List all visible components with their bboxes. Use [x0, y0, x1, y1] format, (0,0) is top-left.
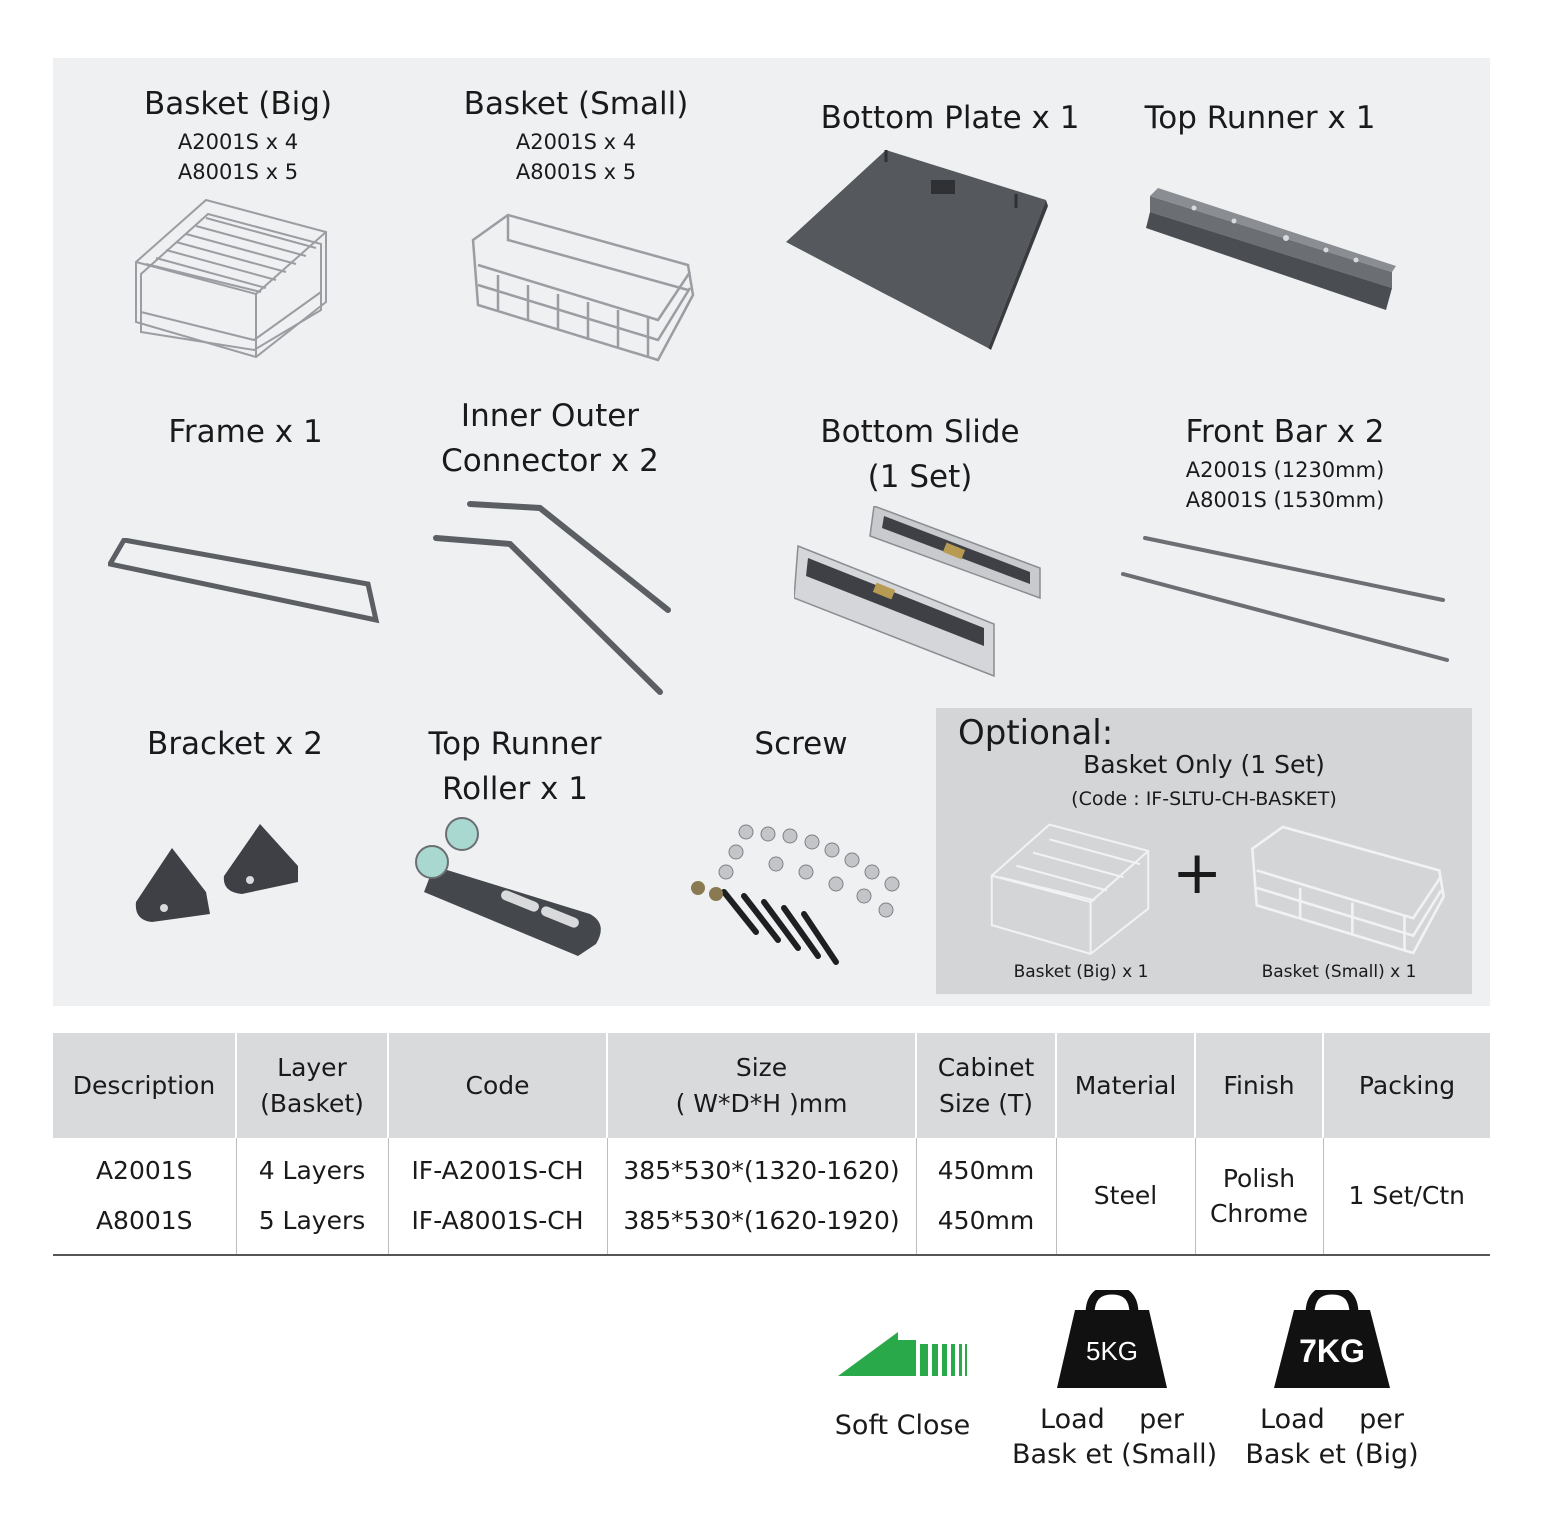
part-title: Inner Outer — [460, 398, 640, 434]
part-title: Front Bar x 2 — [1185, 414, 1385, 450]
part-frame — [108, 410, 383, 630]
part-qty: A8001S x 5 — [515, 160, 637, 184]
optional-subtitle: Basket Only (1 Set) — [1083, 750, 1325, 779]
optional-caption-small: Basket (Small) x 1 — [1261, 962, 1417, 982]
load-big-label-2: Bask et (Big) — [1245, 1439, 1419, 1470]
optional-caption-big: Basket (Big) x 1 — [1013, 962, 1149, 982]
bottom-plate-icon — [786, 150, 1048, 350]
part-qty: A2001S x 4 — [177, 130, 299, 154]
wire-basket-big-icon — [980, 818, 1160, 958]
feature-load-big — [1232, 1290, 1432, 1472]
part-bracket — [130, 722, 340, 932]
wire-basket-small-icon — [1248, 820, 1448, 960]
part-front-bar — [1115, 410, 1455, 680]
part-title: Frame x 1 — [168, 414, 323, 450]
header-description: Description — [53, 1033, 236, 1138]
soft-close-label: Soft Close — [834, 1410, 971, 1441]
svg-text:5KG: 5KG — [1085, 1336, 1139, 1366]
part-screw — [686, 722, 916, 972]
feature-soft-close — [830, 1326, 975, 1443]
optional-box — [936, 708, 1472, 994]
part-basket-big — [118, 82, 358, 372]
wire-basket-small-icon — [468, 210, 698, 365]
part-title: Basket (Big) — [143, 86, 333, 122]
header-material: Material — [1056, 1033, 1195, 1138]
plus-sign: + — [1172, 838, 1223, 908]
part-title: (1 Set) — [867, 459, 973, 495]
cell-code: IF-A2001S-CH IF-A8001S-CH — [388, 1138, 607, 1255]
weight-icon — [1057, 1290, 1167, 1390]
roller-plate-icon — [410, 816, 606, 964]
connector-rod-icon — [430, 500, 680, 700]
header-packing: Packing — [1323, 1033, 1490, 1138]
part-title: Basket (Small) — [463, 86, 689, 122]
part-length: A8001S (1530mm) — [1185, 488, 1385, 512]
optional-title: Optional: — [958, 713, 1114, 753]
part-bottom-plate — [800, 96, 1100, 356]
cell-material: Steel — [1056, 1138, 1195, 1255]
header-layer: Layer (Basket) — [236, 1033, 388, 1138]
cell-description: A2001S A8001S — [53, 1138, 236, 1255]
part-title: Screw — [754, 726, 848, 762]
front-bar-icon — [1119, 534, 1454, 664]
part-length: A2001S (1230mm) — [1185, 458, 1385, 482]
part-title: Roller x 1 — [442, 771, 588, 807]
part-roller — [410, 722, 620, 972]
spec-table — [53, 1033, 1490, 1256]
svg-text:7KG: 7KG — [1299, 1333, 1365, 1369]
part-title: Bottom Plate x 1 — [820, 100, 1080, 136]
wire-basket-big-icon — [126, 192, 336, 362]
feature-load-small — [1012, 1290, 1218, 1472]
part-top-runner — [1120, 96, 1400, 336]
top-runner-rail-icon — [1146, 188, 1396, 313]
part-qty: A2001S x 4 — [515, 130, 637, 154]
cell-cabinet: 450mm 450mm — [916, 1138, 1056, 1255]
part-title: Top Runner x 1 — [1144, 100, 1376, 136]
part-title: Connector x 2 — [441, 443, 659, 479]
part-bottom-slide — [790, 410, 1050, 690]
cell-packing: 1 Set/Ctn — [1323, 1138, 1490, 1255]
part-title: Bottom Slide — [820, 414, 1020, 450]
optional-code: (Code : IF-SLTU-CH-BASKET) — [1071, 788, 1337, 810]
load-small-label-2: Bask et (Small) — [1012, 1439, 1218, 1470]
part-qty: A8001S x 5 — [177, 160, 299, 184]
table-header-row — [53, 1033, 1490, 1138]
header-code: Code — [388, 1033, 607, 1138]
bracket-icon — [132, 822, 307, 924]
part-basket-small — [456, 82, 696, 372]
screws-icon — [686, 822, 914, 968]
bottom-slide-icon — [794, 506, 1044, 686]
part-connector — [420, 394, 680, 704]
frame-icon — [108, 538, 380, 626]
part-title: Top Runner — [428, 726, 602, 762]
weight-icon — [1274, 1290, 1390, 1390]
header-size: Size ( W*D*H )mm — [607, 1033, 916, 1138]
header-finish: Finish — [1195, 1033, 1323, 1138]
soft-close-icon — [838, 1330, 968, 1380]
table-row — [53, 1138, 1490, 1255]
cell-layer: 4 Layers 5 Layers — [236, 1138, 388, 1255]
header-cabinet: Cabinet Size (T) — [916, 1033, 1056, 1138]
part-title: Bracket x 2 — [147, 726, 323, 762]
load-small-label-1: Load per — [1040, 1404, 1184, 1435]
load-big-label-1: Load per — [1260, 1404, 1404, 1435]
cell-size: 385*530*(1320-1620) 385*530*(1620-1920) — [607, 1138, 916, 1255]
cell-finish: Polish Chrome — [1195, 1138, 1323, 1255]
